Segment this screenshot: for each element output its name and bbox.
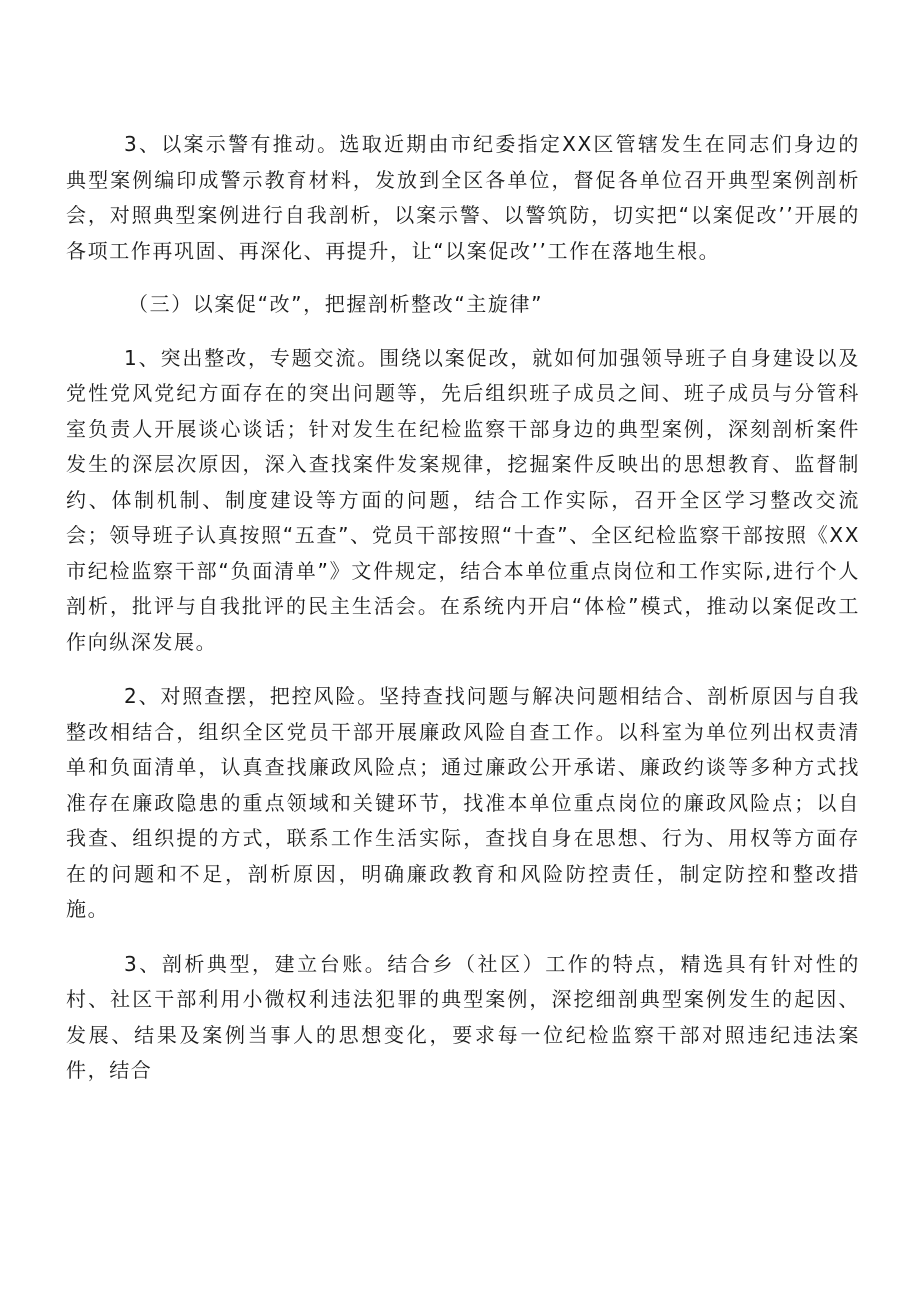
paragraph-risk-control: 2、对照查摆，把控风险。坚持查找问题与解决问题相结合、剖析原因与自我整改相结合，组织全区党员干部开展廉政风险自查工作。以科室为单位列出权责清单和负面清单，认真查找廉政风险点；通过廉政公开承诺、廉政约谈等多种方式找准存在廉政隐患的重点领域和关键环节，找准本单位重点岗位的廉政风险点；以自我查、组织提的方式，联系工作生活实际，查找自身在思想、行为、用权等方面存在的问题和不足，剖析原因，明确廉政教育和风险防控责任，制定防控和整改措施。 — [66, 684, 860, 921]
paragraph-typical-case-ledger: 3、剖析典型，建立台账。结合乡（社区）工作的特点，精选具有针对性的村、社区干部利用小微权利违法犯罪的典型案例，深挖细剖典型案例发生的起因、发展、结果及案例当事人的思想变化，要求每一位纪检监察干部对照违纪违法案件，结合 — [66, 951, 860, 1082]
paragraph-case-warning: 3、以案示警有推动。选取近期由市纪委指定XX区管辖发生在同志们身边的典型案例编印成警示教育材料，发放到全区各单位，督促各单位召开典型案例剖析会，对照典型案例进行自我剖析，以案示警、以警筑防，切实把“以案促改’’开展的各项工作再巩固、再深化、再提升，让“以案促改’’工作在落地生根。 — [66, 132, 860, 263]
section-heading-rectification: （三）以案促“改”，把握剖析整改“主旋律” — [128, 292, 544, 316]
paragraph-rectification-exchange: 1、突出整改，专题交流。围绕以案促改，就如何加强领导班子自身建设以及党性党风党纪方面存在的突出问题等，先后组织班子成员之间、班子成员与分管科室负责人开展谈心谈话；针对发生在纪检监察干部身边的典型案例，深刻剖析案件发生的深层次原因，深入查找案件发案规律，挖掘案件反映出的思想教育、监督制约、体制机制、制度建设等方面的问题，结合工作实际，召开全区学习整改交流会；领导班子认真按照“五查”、党员干部按照“十查”、全区纪检监察干部按照《XX市纪检监察干部“负面清单”》文件规定，结合本单位重点岗位和工作实际,进行个人剖析，批评与自我批评的民主生活会。在系统内开启“体检”模式，推动以案促改工作向纵深发展。 — [66, 345, 860, 654]
